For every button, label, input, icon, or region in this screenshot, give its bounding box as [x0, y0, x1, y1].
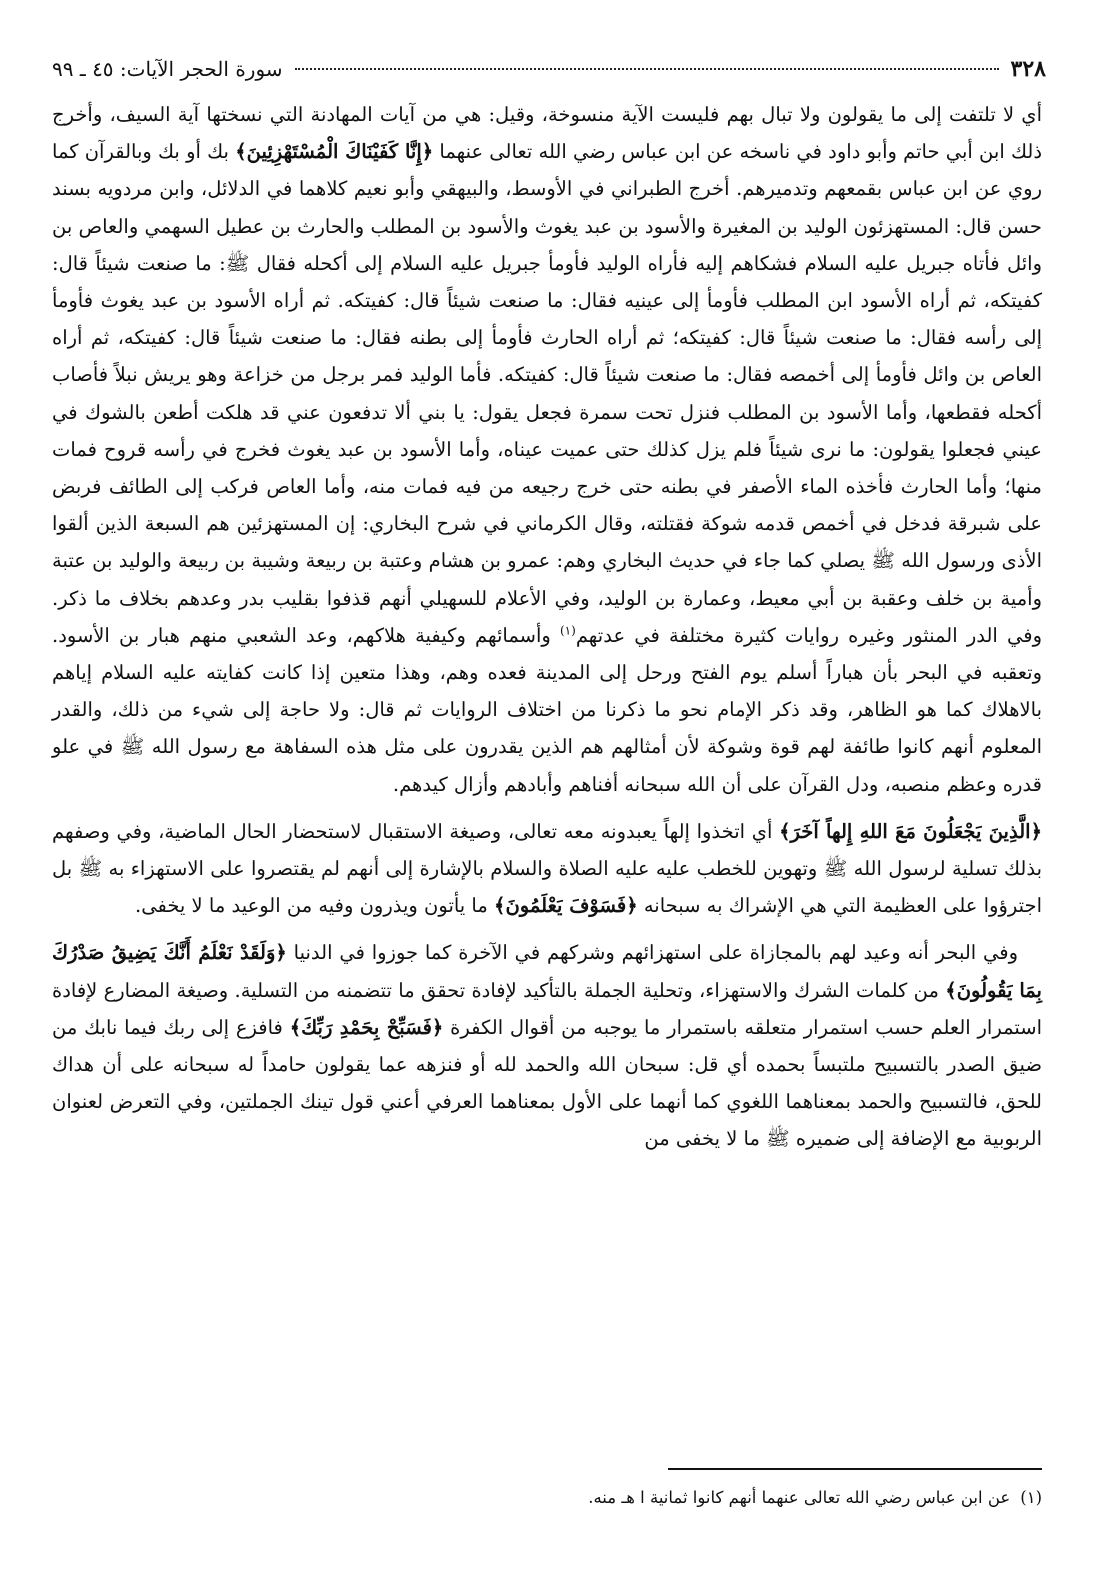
footnote-reference: (١)	[559, 623, 576, 638]
footnote	[52, 1484, 1042, 1512]
paragraph-1-text-b: بك أو بك وبالقرآن كما روي عن ابن عباس بقمعهم وتدميرهم. أخرج الطبراني في الأوسط، والبيهقي وأبو نعيم كلاهما في الدلائل، وابن مردويه بسند حسن قال: المستهزئون الوليد بن المغيرة والأسود بن عبد يغوث والأسود بن المطلب والحارث بن عطيل السهمي والعاص بن وائل فأتاه جبريل عليه السلام فشكاهم إليه فأراه الوليد فأومأ جبريل عليه السلام إلى أكحله فقال ﷺ: ما صنعت شيئاً قال: كفيتكه، ثم أراه الأسود ابن المطلب فأومأ إلى عينيه فقال: ما صنعت شيئاً قال: كفيتكه. ثم أراه الأسود بن عبد يغوث فأومأ إلى رأسه فقال: ما صنعت شيئاً قال: كفيتكه؛ ثم أراه الحارث فأومأ إلى بطنه فقال: ما صنعت شيئاً قال: كفيتكه، ثم أراه العاص بن وائل فأومأ إلى أخمصه فقال: ما صنعت شيئاً قال: كفيتكه. فأما الوليد فمر برجل من خزاعة وهو يريش نبلاً فأصاب أكحله فقطعها، وأما الأسود بن المطلب فنزل تحت سمرة فجعل يقول: يا بني ألا تدفعون عني قد هلكت أطعن بالشوك في عيني فجعلوا يقولون: ما نرى شيئاً فلم يزل كذلك حتى عميت عيناه، وأما الأسود بن عبد يغوث فخرج في رأسه قروح فمات منها؛ وأما الحارث فأخذه الماء الأصفر في بطنه حتى خرج رجيعه من فيه فمات منه، وأما العاص فركب إلى الطائف فربض على شبرقة فدخل في أخمص قدمه شوكة فقتلته، وقال الكرماني في شرح البخاري: إن المستهزئين هم السبعة الذين ألقوا الأذى ورسول الله ﷺ يصلي كما جاء في حديث البخاري وهم: عمرو بن هشام وعتبة بن ربيعة وشيبة بن ربيعة والوليد بن عتبة وأمية بن خلف وعقبة بن أبي معيط، وعمارة بن الوليد، وفي الأعلام للسهيلي أنهم قذفوا بقليب بدر وعدهم بخلاف ما ذكر. وفي الدر المنثور وغيره روايات كثيرة مختلفة في عدتهم	[52, 140, 1042, 647]
main-text	[52, 96, 1042, 1158]
paragraph-1-text-a: أي لا تلتفت إلى ما يقولون ولا تبال بهم فليست الآية منسوخة، وقيل: هي من آيات المهادنة التي نسختها آية السيف، وأخرج ذلك ابن أبي حاتم وأبو داود في ناسخه عن ابن عباس رضي الله تعالى عنهما	[52, 103, 1042, 164]
paragraph-1	[52, 96, 1042, 803]
paragraph-2	[52, 813, 1042, 925]
footnote-number: (١)	[1020, 1488, 1042, 1507]
quran-verse-inna-kafaynaka: ﴿إِنَّا كَفَيْنَاكَ الْمُسْتَهْزِئِينَ﴾	[235, 140, 434, 164]
running-header	[52, 56, 1046, 90]
paragraph-3	[52, 934, 1042, 1157]
quran-verse-walaqad-nalamu: ﴿وَلَقَدْ نَعْلَمُ أَنَّكَ يَضِيقُ صَدْرُكَ بِمَا يَقُولُونَ﴾	[52, 941, 1042, 1002]
quran-verse-fasabbih: ﴿فَسَبِّحْ بِحَمْدِ رَبِّكَ﴾	[289, 1015, 444, 1039]
header-dot-leader	[295, 68, 999, 70]
quran-verse-alladhina-yajalun: ﴿الَّذِينَ يَجْعَلُونَ مَعَ اللهِ إِلهاً آخَرَ﴾	[779, 819, 1042, 843]
paragraph-3-text-b: من كلمات الشرك والاستهزاء، وتحلية الجملة بالتأكيد لإفادة تحقق ما تتضمنه من التسلية. وصيغة المضارع لإفادة استمرار العلم حسب استمرار متعلقه باستمرار ما يوجبه من أقوال الكفرة	[52, 978, 1043, 1039]
footnote-text: عن ابن عباس رضي الله تعالى عنهما أنهم كانوا ثمانية ا هـ منه.	[588, 1488, 1011, 1507]
page-number: ٣٢٨	[1010, 56, 1046, 82]
paragraph-2-text-b: ما يأتون ويذرون وفيه من الوعيد ما لا يخفى.	[135, 894, 495, 918]
paragraph-3-text-a: وفي البحر أنه وعيد لهم بالمجازاة على استهزائهم وشركهم في الآخرة كما جوزوا في الدنيا	[286, 941, 1018, 965]
paragraph-3-text-c: فافزع إلى ربك فيما نابك من ضيق الصدر بالتسبيح ملتبساً بحمده أي قل: سبحان الله والحمد لله أو فنزهه عما يقولون حامداً له سبحانه على أن هداك للحق، فالتسبيح والحمد بمعناهما اللغوي كما أنهما على الأول بمعناهما العرفي أعني قول تينك الجملتين، وفي التعرض لعنوان الربوبية مع الإضافة إلى ضميره ﷺ ما لا يخفى من	[52, 1015, 1042, 1151]
paragraph-2-text-a: أي اتخذوا إلهاً يعبدونه معه تعالى، وصيغة الاستقبال لاستحضار الحال الماضية، وفي وصفهم بذلك تسلية لرسول الله ﷺ وتهوين للخطب عليه عليه الصلاة والسلام بالإشارة إلى أنهم لم يقتصروا على الاستهزاء به ﷺ بل اجترؤوا على العظيمة التي هي الإشراك به سبحانه	[52, 819, 1042, 918]
footnote-separator	[668, 1468, 1042, 1470]
quran-verse-fasawfa-yalamun: ﴿فَسَوْفَ يَعْلَمُونَ﴾	[494, 894, 638, 918]
header-title: سورة الحجر الآيات: ٤٥ ـ ٩٩	[52, 57, 283, 81]
paragraph-1-text-c: وأسمائهم وكيفية هلاكهم، وعد الشعبي منهم هبار بن الأسود. وتعقبه في البحر بأن هباراً أسلم يوم الفتح ورحل إلى المدينة فعده وهم، وهذا متعين إذا كانت كفايته عليه السلام إياهم بالاهلاك كما هو الظاهر، وقد ذكر الإمام نحو ما ذكرنا من اختلاف الروايات ثم قال: ولا حاجة إلى شيء من ذلك، والقدر المعلوم أنهم كانوا طائفة لهم قوة وشوكة لأن أمثالهم هم الذين يقدرون على مثل هذه السفاهة مع رسول الله ﷺ في علو قدره وعظم منصبه، ودل القرآن على أن الله سبحانه أفناهم وأبادهم وأزال كيدهم.	[52, 623, 1042, 796]
